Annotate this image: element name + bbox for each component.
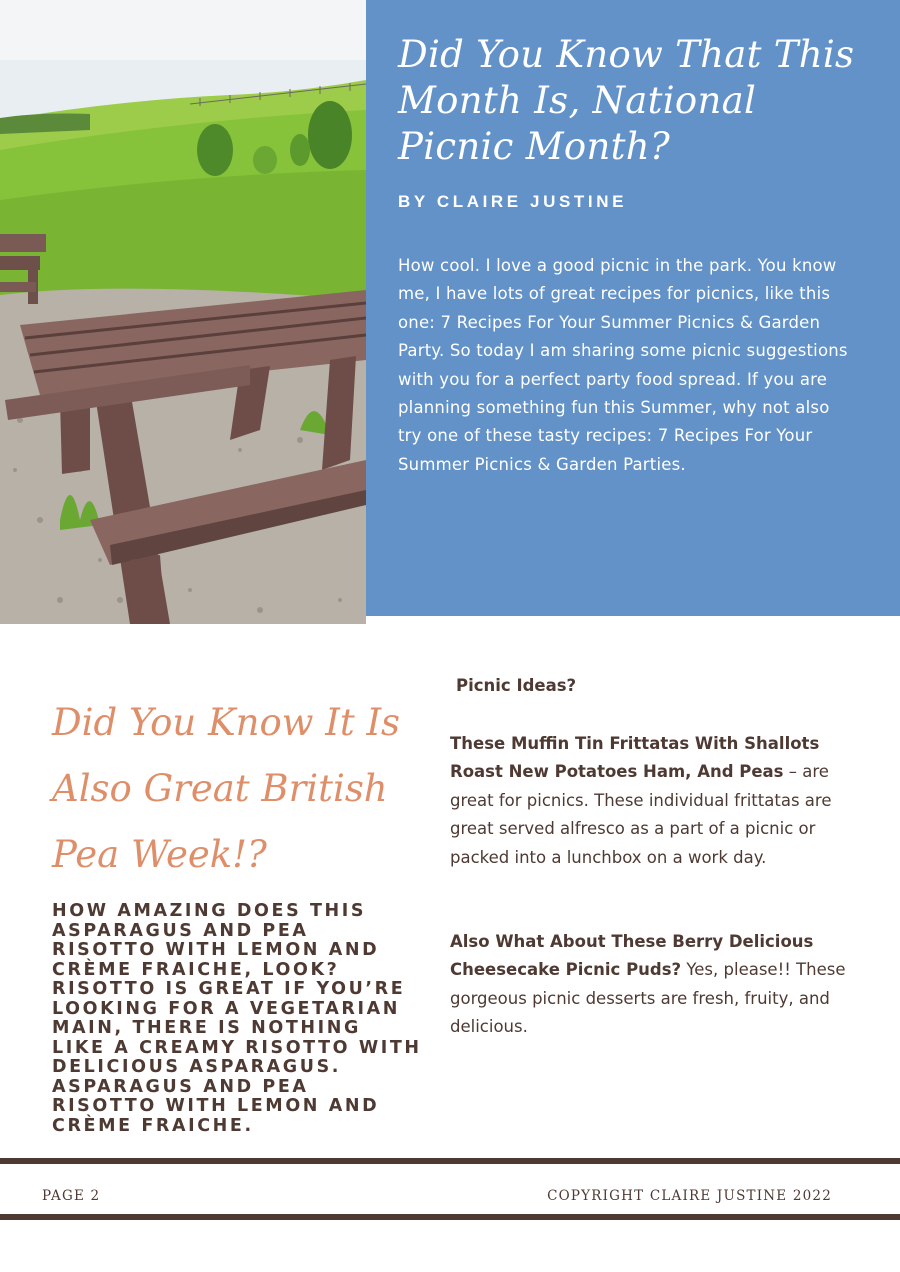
footer-divider-top (0, 1158, 900, 1164)
picnic-ideas-heading: Picnic Ideas? (456, 676, 577, 695)
frittata-link[interactable]: These Muffin Tin Frittatas With Shallots Roast New Potatoes Ham, And Peas (450, 734, 820, 782)
page-number: PAGE 2 (42, 1188, 101, 1204)
author-byline: BY CLAIRE JUSTINE (398, 192, 628, 211)
cheesecake-link[interactable]: Also What About These Berry Delicious Cheesecake Picnic Puds? (450, 932, 814, 980)
picnic-bench-photo (0, 0, 366, 624)
intro-panel (366, 0, 900, 616)
cheesecake-description: Yes, please!! These gorgeous picnic desserts are fresh, fruity, and delicious. (450, 960, 846, 1037)
frittata-paragraph (450, 730, 860, 872)
cheesecake-paragraph (450, 928, 860, 1042)
intro-paragraph: How cool. I love a good picnic in the park. You know me, I have lots of great recipes for picnics, like this one: 7 Recipes For Your Summer Picnics & Garden Party. So today I am sharing some picnic suggestions with you for a perfect party food spread. If you are planning something fun this Summer, why not also try one of these tasty recipes: 7 Recipes For Your Summer Picnics & Garden Parties. (398, 256, 848, 474)
risotto-paragraph: HOW AMAZING DOES THIS ASPARAGUS AND PEA RISOTTO WITH LEMON AND CRÈME FRAICHE, LOOK? RISOTTO IS GREAT IF YOU’RE LOOKING FOR A VEGETARIAN MAIN, THERE IS NOTHING LIKE A CREAMY RISOTTO WITH DELICIOUS ASPARAGUS. ASPARAGUS AND PEA RISOTTO WITH LEMON AND CRÈME FRAICHE. (52, 901, 422, 1136)
page-title: Did You Know That This Month Is, National Picnic Month? (398, 33, 855, 168)
frittata-description: – are great for picnics. These individual frittatas are great served alfresco as a part of a picnic or packed into a lunchbox on a work day. (450, 762, 832, 867)
copyright-notice: COPYRIGHT CLAIRE JUSTINE 2022 (547, 1188, 832, 1204)
pea-week-heading: Did You Know It Is Also Great British Pea Week!? (52, 701, 401, 876)
footer-divider-bottom (0, 1214, 900, 1220)
